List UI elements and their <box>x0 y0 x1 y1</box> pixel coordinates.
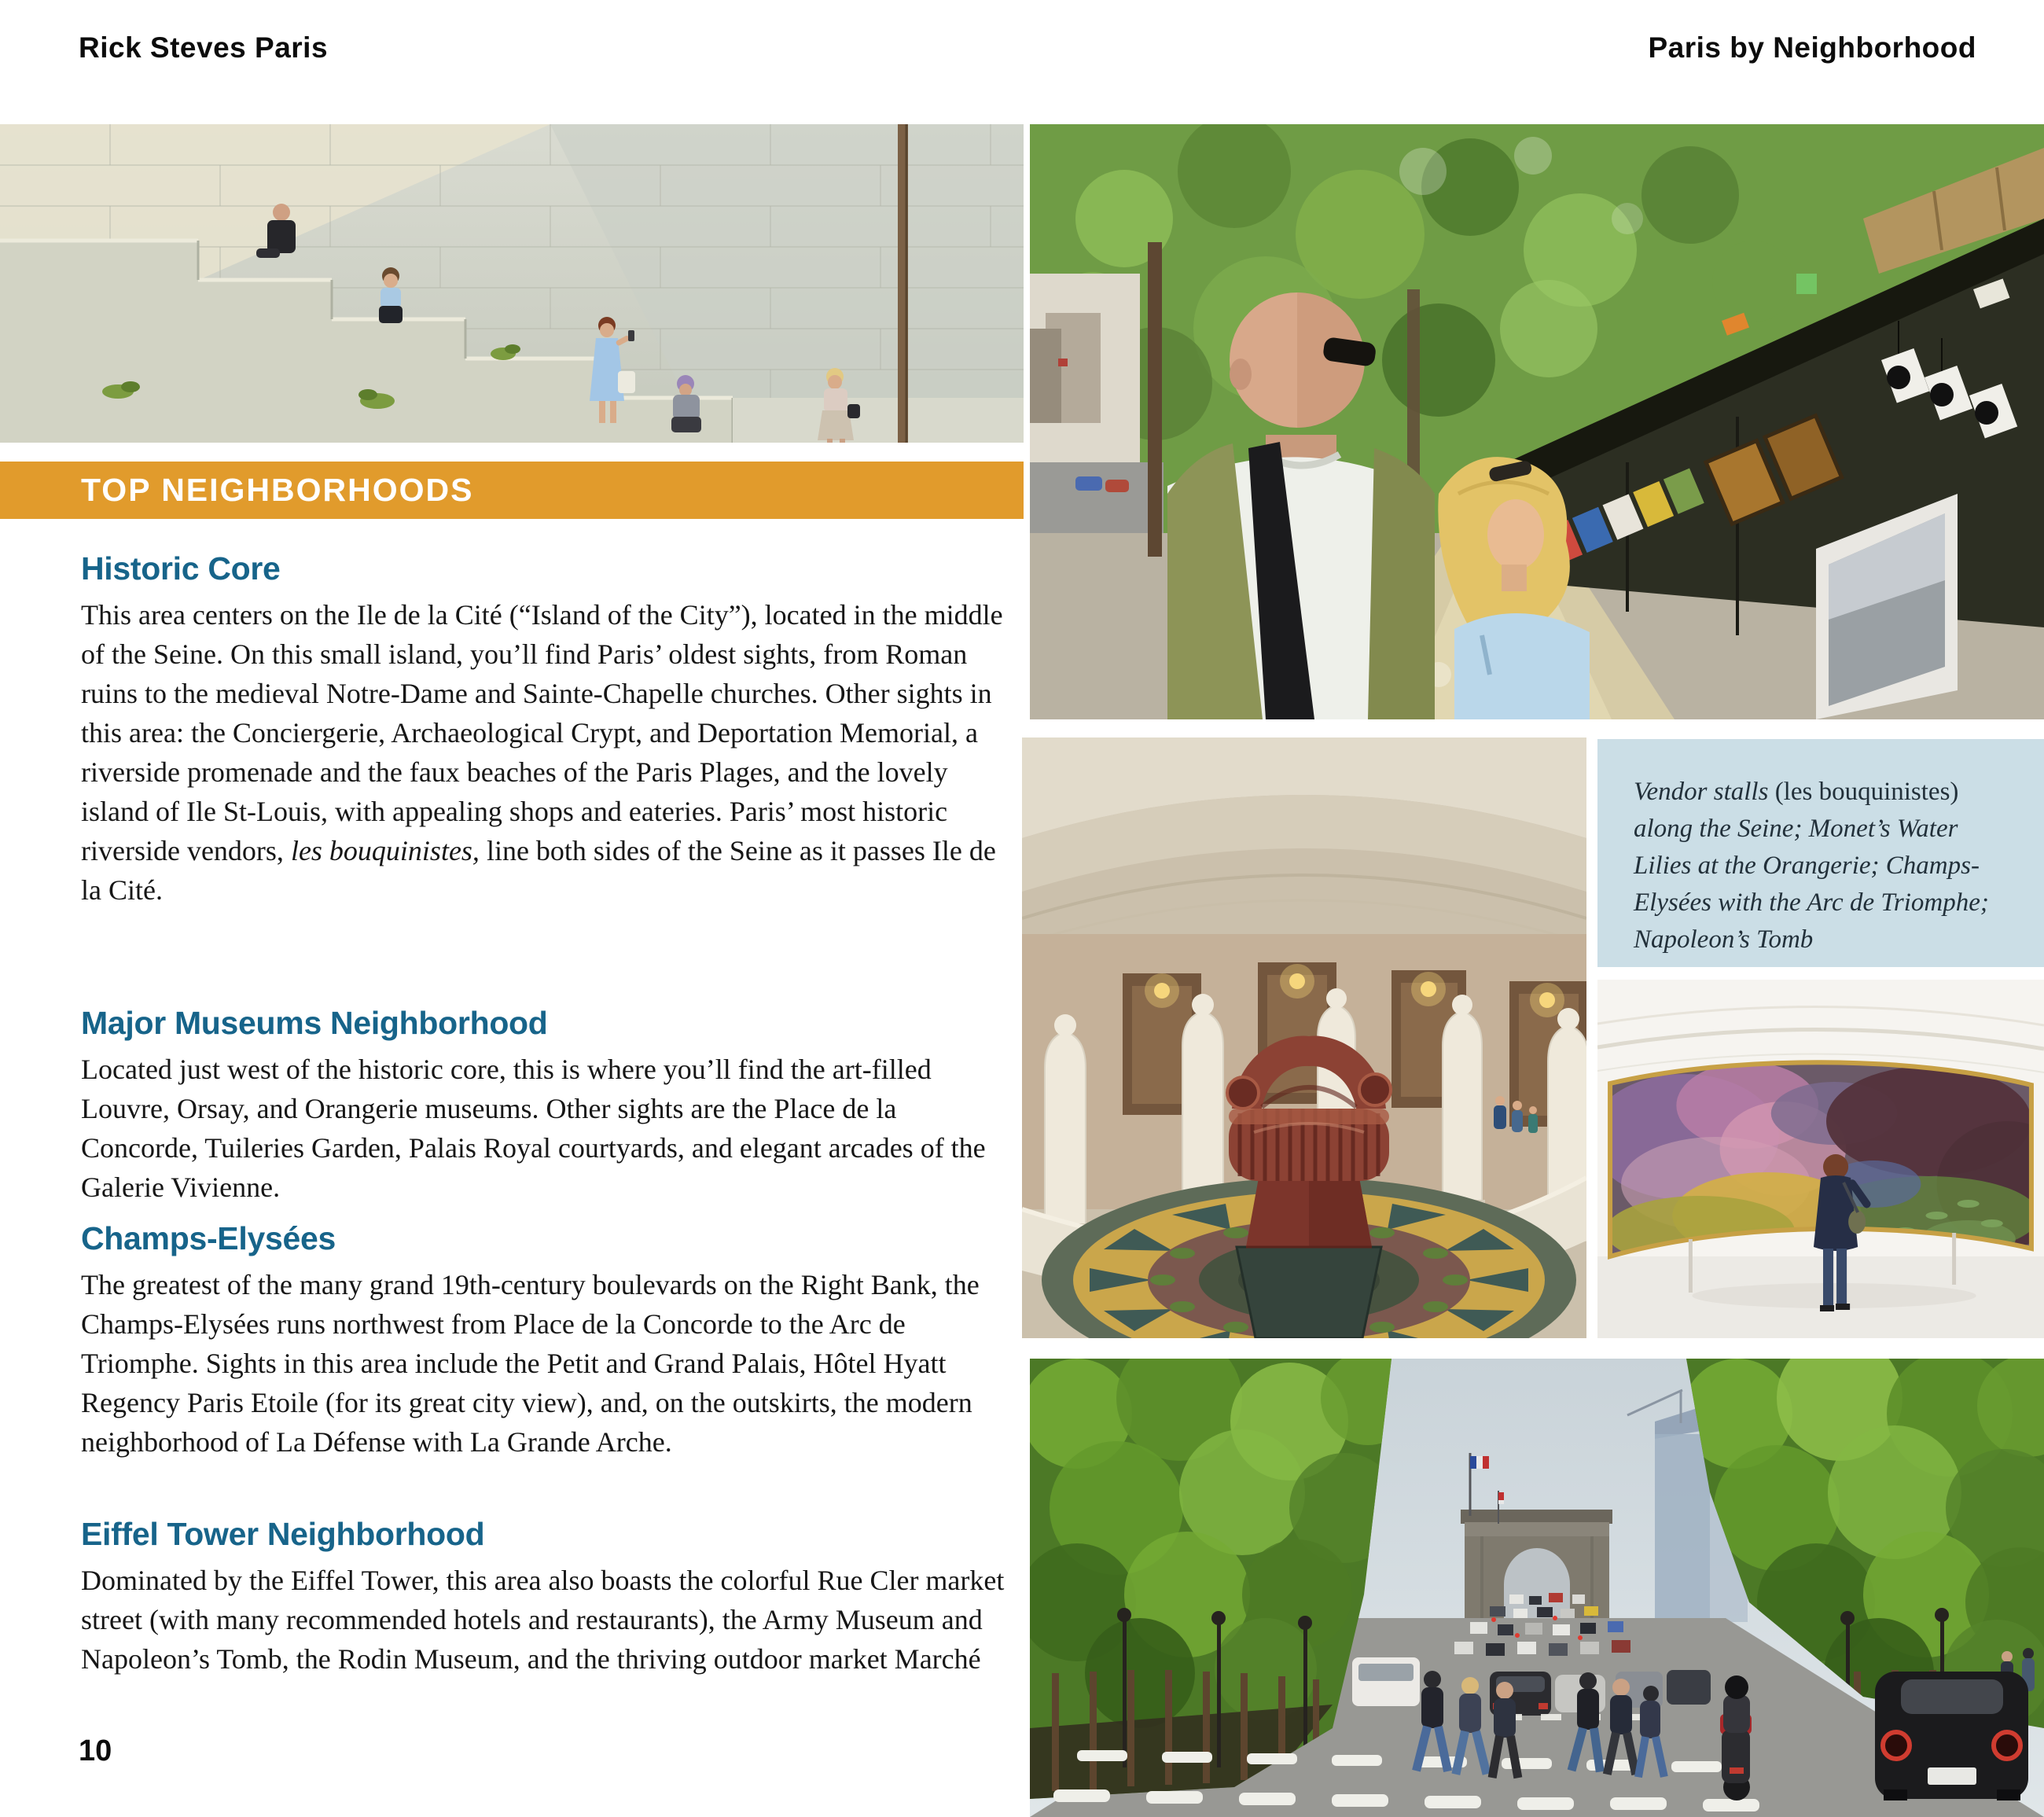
body-text: The greatest of the many grand 19th-century boulevards on the Right Bank, the Champs-Elysées runs northwest from Place de la Concorde to the Arc de Triomphe. Sights in this area include the Petit and Grand Palais, Hôtel Hyatt Regency Paris Etoile (for its great city view), and, on the outskirts, the modern neighborhood of La Défense with La Grande Arche. <box>81 1269 980 1458</box>
orangerie-illustration <box>1597 980 2044 1338</box>
body-text: line both sides of the Seine as it passes Ile de la Cité. <box>81 835 996 906</box>
caption-italic: along the Seine; Monet’s Water Lilies at the Orangerie; Champs-Elysées with the Arc de Triomphe; Napoleon’s Tomb <box>1634 815 1989 954</box>
napoleons-tomb-illustration <box>1022 737 1586 1338</box>
black-smart-car <box>1875 1672 2028 1800</box>
photo-seine-stone-steps <box>0 124 1024 443</box>
running-head-left: Rick Steves Paris <box>79 31 329 64</box>
section-body <box>81 595 1016 910</box>
body-text: Located just west of the historic core, this is where you’ll find the art-filled Louvre, Orsay, and Orangerie museums. Other sights are the Place de la Concorde, Tuileries Garden, Palais Royal courtyards, and elegant arcades of the Galerie Vivienne. <box>81 1054 986 1203</box>
section-eiffel-tower <box>81 1516 1016 1679</box>
section-major-museums <box>81 1005 1016 1207</box>
section-heading: Eiffel Tower Neighborhood <box>81 1516 485 1552</box>
body-text: This area centers on the Ile de la Cité (“Island of the City”), located in the middle of the Seine. On this small island, you’ll find Paris’ oldest sights, from Roman ruins to the medieval Notre-Dame and Sainte-Chapelle churches. Other sights in this area: the Conciergerie, Archaeological Crypt, and Deportation Memorial, a riverside promenade and the faux beaches of the Paris Plages, and the lovely island of Ile St-Louis, with appealing shops and eateries. Paris’ most historic riverside vendors, <box>81 599 1003 866</box>
photo-bouquinistes-stalls <box>1030 124 2044 719</box>
photo-napoleons-tomb <box>1022 737 1586 1338</box>
bouquinistes-illustration <box>1030 124 2044 719</box>
section-body <box>81 1050 1016 1207</box>
body-text: Dominated by the Eiffel Tower, this area also boasts the colorful Rue Cler market street (with many recommended hotels and restaurants), the Army Museum and Napoleon’s Tomb, the Rodin Museum, and the thriving outdoor market Marché <box>81 1565 1005 1675</box>
photo-caption-box <box>1597 739 2044 967</box>
body-italic: les bouquinistes, <box>290 835 480 866</box>
section-body <box>81 1561 1016 1679</box>
banner-title: TOP NEIGHBORHOODS <box>81 472 474 508</box>
figure-sitting-girl <box>379 267 403 323</box>
section-heading: Champs-Elysées <box>81 1220 336 1256</box>
section-heading: Major Museums Neighborhood <box>81 1005 548 1041</box>
champs-elysees-illustration <box>1030 1359 2044 1817</box>
photo-orangerie-water-lilies <box>1597 980 2044 1338</box>
caption-italic: Vendor stalls <box>1634 778 1775 806</box>
page-number: 10 <box>79 1734 112 1767</box>
running-head-right: Paris by Neighborhood <box>1648 31 1976 64</box>
section-champs-elysees <box>81 1220 1016 1462</box>
photo-champs-elysees <box>1030 1359 2044 1817</box>
photo-caption <box>1634 774 2020 958</box>
caption-roman: (les bouquinistes) <box>1774 778 1959 806</box>
section-historic-core <box>81 550 1016 910</box>
section-heading: Historic Core <box>81 550 281 587</box>
section-body <box>81 1265 1016 1462</box>
top-neighborhoods-banner <box>0 462 1024 519</box>
seine-steps-illustration <box>0 124 1024 443</box>
